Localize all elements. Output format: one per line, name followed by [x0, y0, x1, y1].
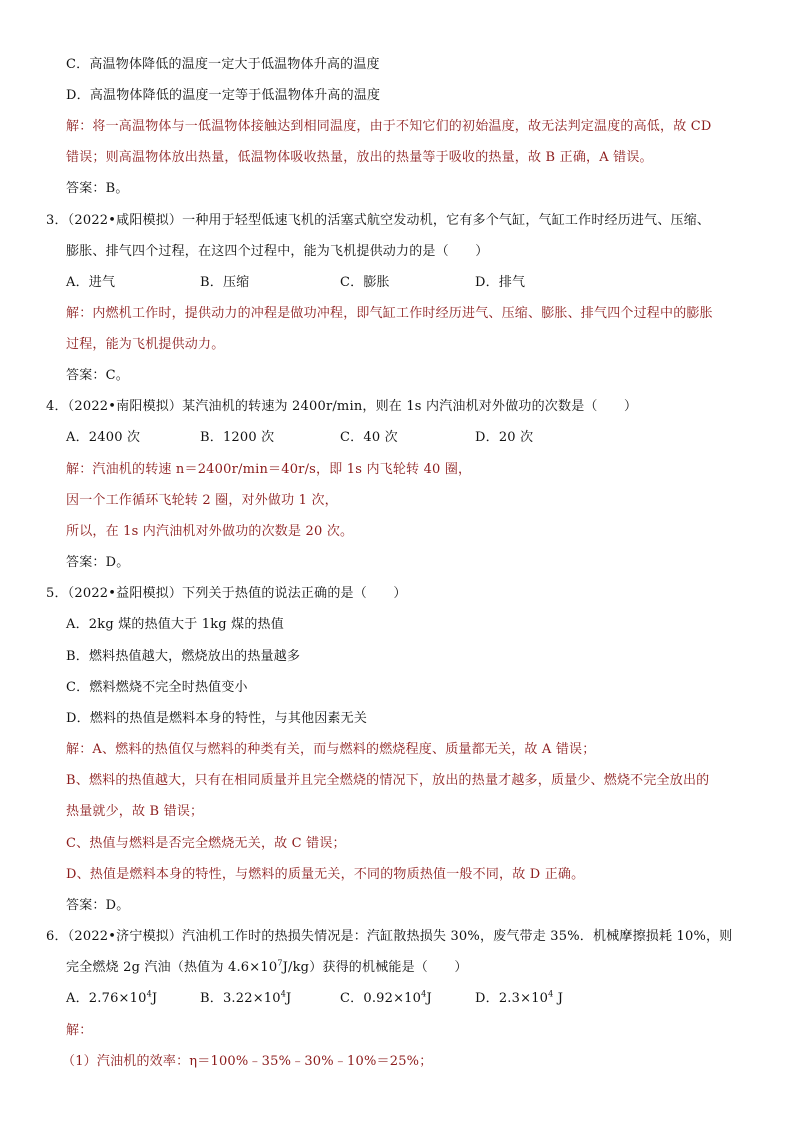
q6-stem-text-b: J/kg）获得的机械能是（ ） [282, 960, 468, 975]
q4-solution-line-3: 所以，在 1s 内汽油机对外做功的次数是 20 次。 [66, 524, 354, 539]
q5-solution-line-3: 热量就少，故 B 错误； [66, 804, 204, 819]
q5-solution-line-1: 解：A、燃料的热值仅与燃料的种类有关，而与燃料的燃烧程度、质量都无关，故 A 错误； [66, 742, 596, 757]
q3-stem-line-2: 膨胀、排气四个过程，在这四个过程中，能为飞机提供动力的是（ ） [66, 244, 489, 259]
q3-solution-line-1: 解：内燃机工作时，提供动力的冲程是做功冲程，即气缸工作时经历进气、压缩、膨胀、排气四个过程中的膨胀 [66, 306, 713, 321]
q4-stem: 4．（2022•南阳模拟）某汽油机的转速为 2400r/min，则在 1s 内汽油机对外做功的次数是（ ） [46, 399, 638, 414]
q3-option-d: D．排气 [475, 275, 526, 290]
q5-option-b: B．燃料热值越大，燃烧放出的热量越多 [66, 649, 301, 664]
q6-stem-exponent: 7 [277, 958, 283, 968]
q6-options [66, 990, 666, 1008]
q3-option-c: C．膨胀 [340, 275, 390, 290]
q2-option-d: D．高温物体降低的温度一定等于低温物体升高的温度 [66, 88, 381, 103]
q5-option-c: C．燃料燃烧不完全时热值变小 [66, 680, 248, 695]
q5-stem: 5．（2022•益阳模拟）下列关于热值的说法正确的是（ ） [46, 586, 407, 601]
q4-option-d: D．20 次 [475, 430, 534, 445]
q6-solution-label: 解： [66, 1023, 93, 1038]
q6-step-1-text: （1）汽油机的效率： [62, 1054, 190, 1069]
q4-solution-line-2: 因一个工作循环飞轮转 2 圈，对外做功 1 次， [66, 493, 338, 508]
q5-answer: 答案：D。 [66, 898, 130, 913]
q4-solution-line-1: 解：汽油机的转速 n＝2400r/min＝40r/s，即 1s 内飞轮转 40 圈， [66, 462, 472, 477]
q3-solution-line-2: 过程，能为飞机提供动力。 [66, 337, 225, 352]
q6-stem-text-a: 完全燃烧 2g 汽油（热值为 4.6×10 [66, 960, 278, 975]
q3-options [66, 274, 666, 292]
q5-solution-line-4: C、热值与燃料是否完全燃烧无关，故 C 错误； [66, 836, 346, 851]
q6-solution-step-1 [62, 1053, 432, 1071]
q2-answer: 答案：B。 [66, 181, 129, 196]
q2-option-c: C．高温物体降低的温度一定大于低温物体升高的温度 [66, 57, 380, 72]
q6-option-a: A．$2.76\times 10^4J$ [66, 989, 158, 1006]
q6-option-b: B．$3.22\times 10^4J$ [200, 989, 292, 1006]
q4-answer: 答案：D。 [66, 555, 130, 570]
q4-option-a: A．2400 次 [66, 430, 141, 445]
q6-efficiency-formula: η＝100%﹣35%﹣30%﹣10%＝25%； [189, 1054, 433, 1069]
q5-option-a: A．2kg 煤的热值大于 1kg 煤的热值 [66, 617, 284, 632]
q3-stem-line-1: 3．（2022•咸阳模拟）一种用于轻型低速飞机的活塞式航空发动机，它有多个气缸，气缸工作时经历进气、压缩、 [46, 213, 711, 228]
q4-option-c: C．40 次 [340, 430, 398, 445]
q4-option-b: B．1200 次 [200, 430, 275, 445]
q6-stem-line-1: 6．（2022•济宁模拟）汽油机工作时的热损失情况是：汽缸散热损失 30%，废气带走 35%．机械摩擦损耗 10%，则 [46, 929, 733, 944]
q4-options [66, 429, 666, 447]
q3-answer: 答案：C。 [66, 368, 129, 383]
q3-option-b: B．压缩 [200, 275, 250, 290]
q5-option-d: D．燃料的热值是燃料本身的特性，与其他因素无关 [66, 711, 368, 726]
q6-stem-line-2 [66, 959, 468, 977]
q5-solution-line-2: B、燃料的热值越大，只有在相同质量并且完全燃烧的情况下，放出的热量才越多，质量少、燃烧不完全放出的 [66, 773, 710, 788]
q6-option-d: D．$2.3\times 10^4$ J [475, 989, 564, 1006]
q2-solution-line-2: 错误；则高温物体放出热量，低温物体吸收热量，放出的热量等于吸收的热量，故 B 正确，A 错误。 [66, 150, 653, 165]
q6-option-c: C．$0.92\times 10^4J$ [340, 989, 432, 1006]
q3-option-a: A．进气 [66, 275, 116, 290]
q5-solution-line-5: D、热值是燃料本身的特性，与燃料的质量无关，不同的物质热值一般不同，故 D 正确。 [66, 867, 585, 882]
q2-solution-line-1: 解：将一高温物体与一低温物体接触达到相同温度，由于不知它们的初始温度，故无法判定温度的高低，故 CD [66, 119, 712, 134]
